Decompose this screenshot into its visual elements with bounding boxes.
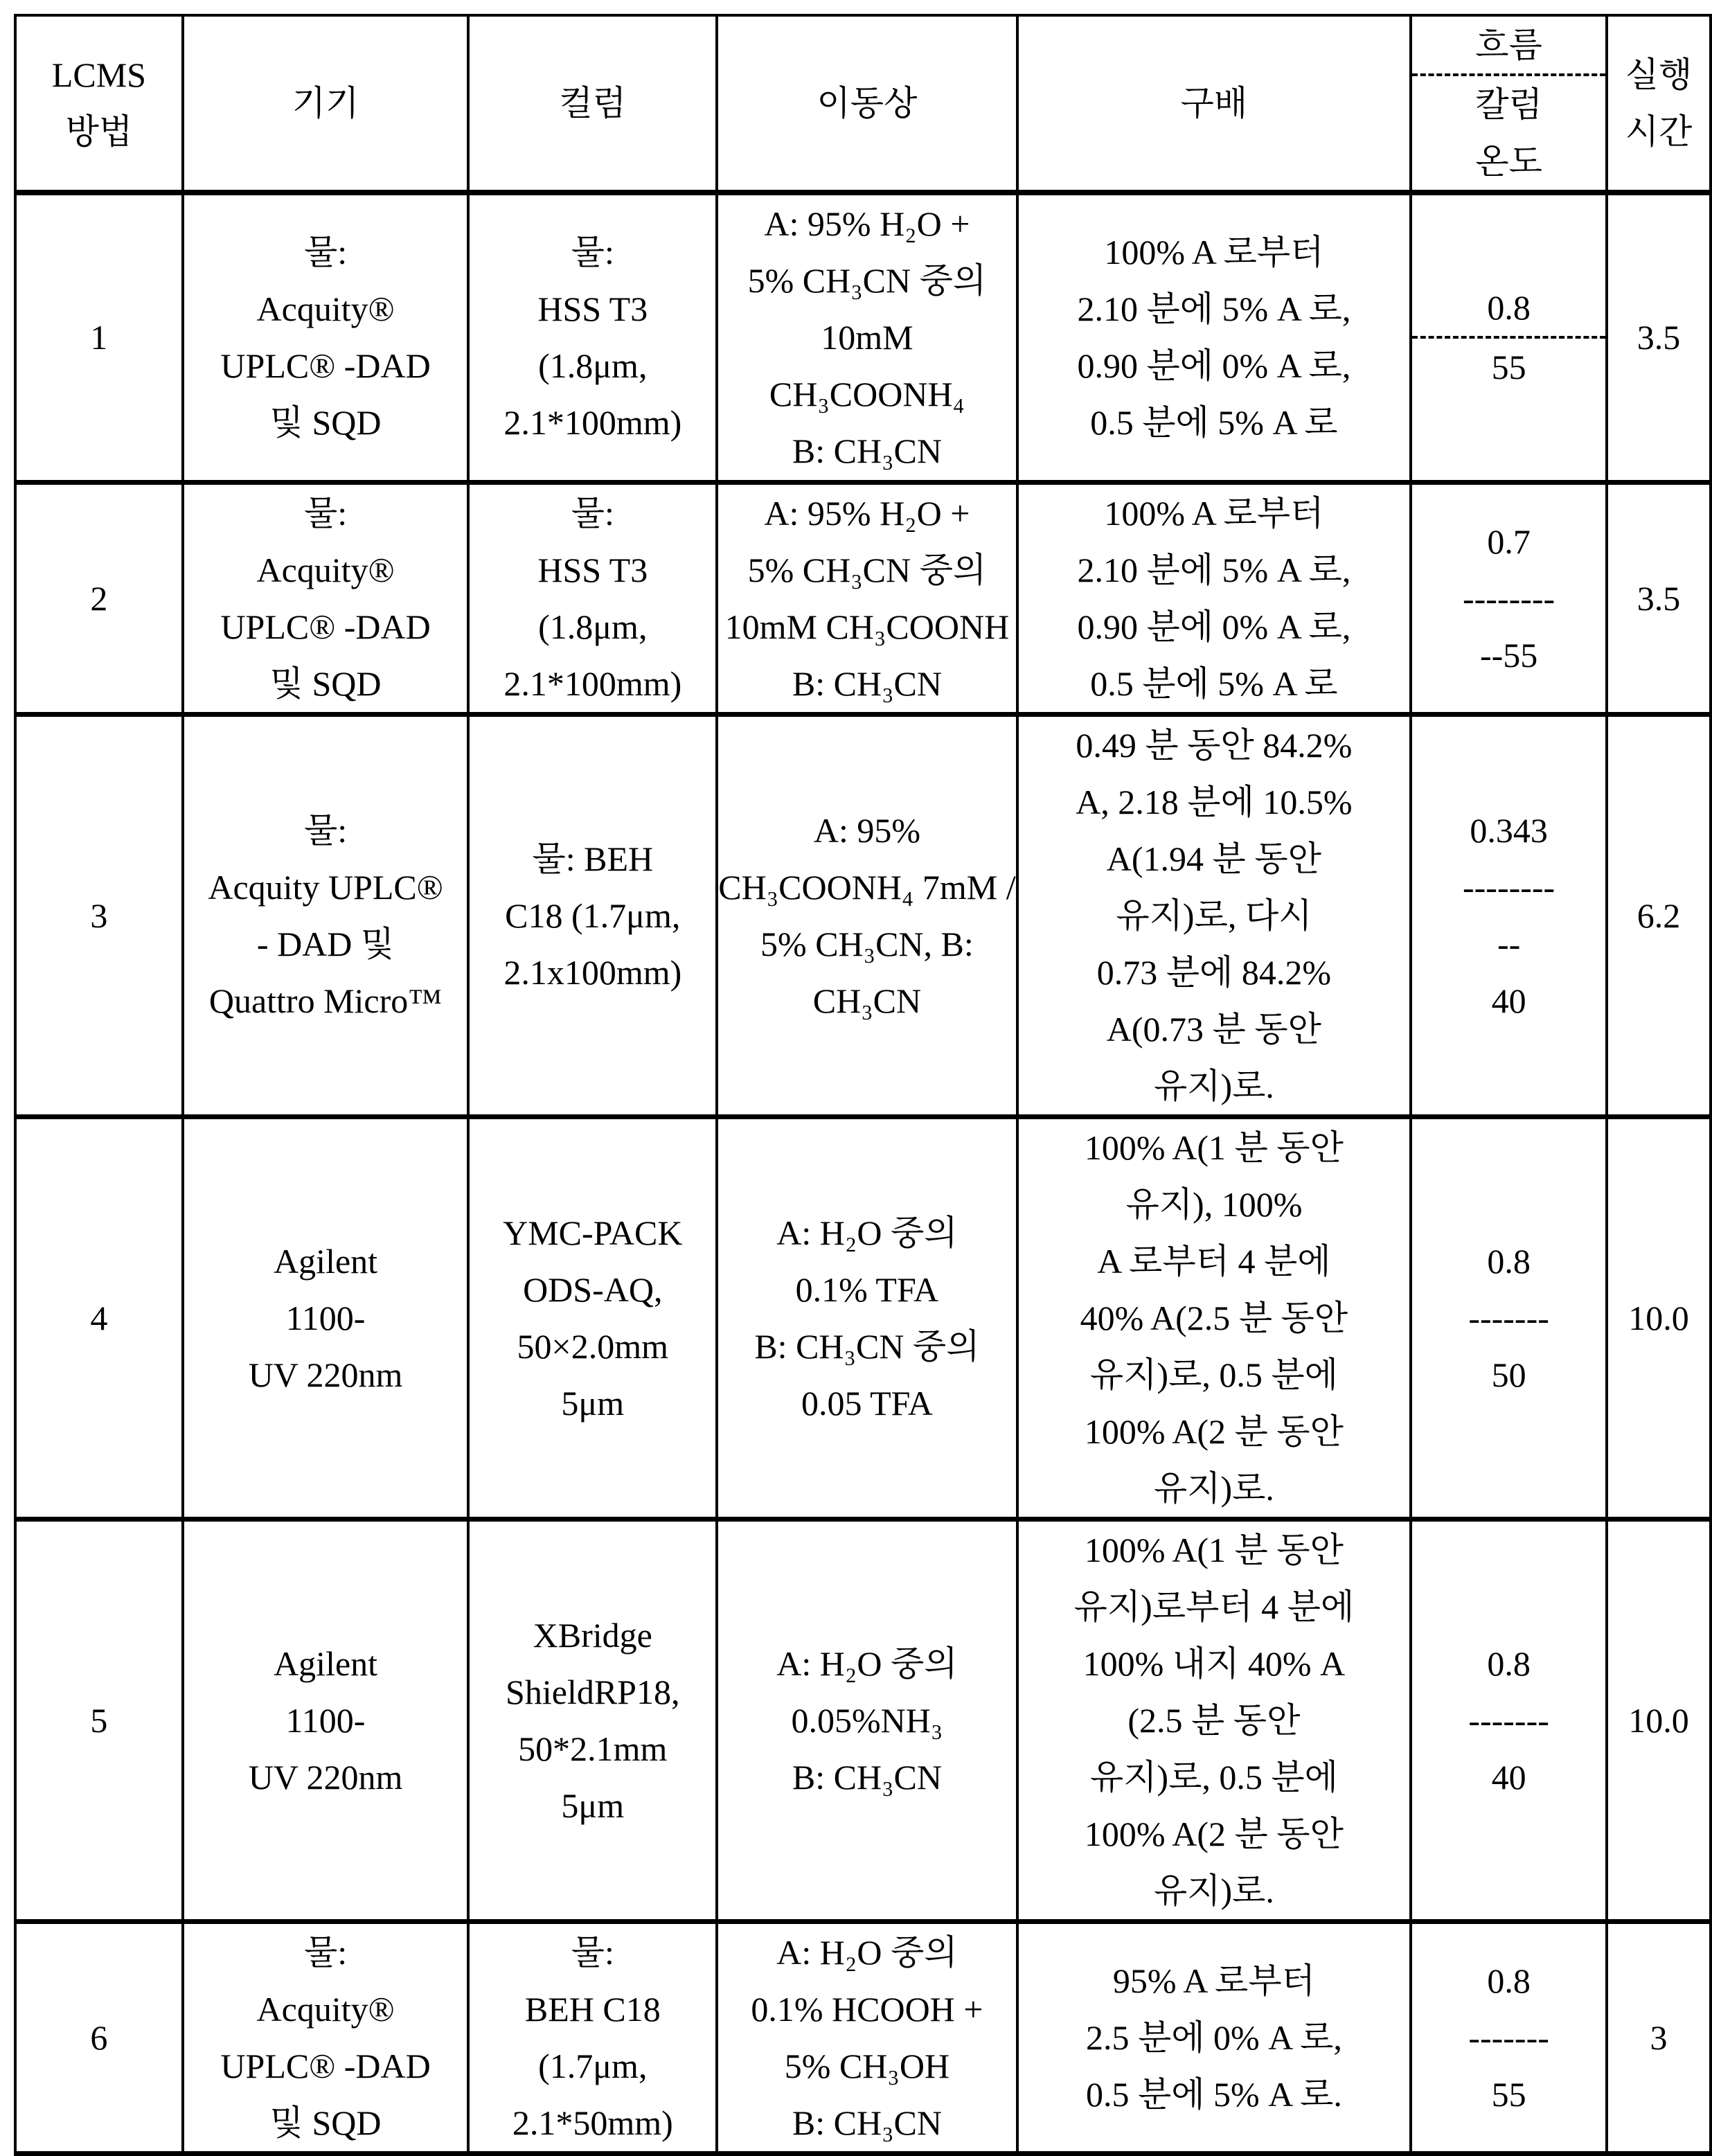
temp-value <box>1412 336 1605 395</box>
header-instrument-line: 기기 <box>184 75 467 132</box>
flow-temp-cell <box>1411 714 1607 1116</box>
mobile-phase-cell <box>717 1116 1017 1519</box>
gradient-cell-line: 유지)로, 0.5 분에 <box>1019 1749 1410 1806</box>
flow-temp-line: 55 <box>1412 2066 1605 2123</box>
header-method-line: LCMS <box>17 46 181 103</box>
flow-temp-cell <box>1411 1116 1607 1519</box>
instrument-cell-line: UPLC® -DAD <box>184 2038 467 2094</box>
instrument-cell-line: Agilent <box>184 1635 467 1692</box>
gradient-cell-line: 100% A(1 분 동안 <box>1019 1119 1410 1176</box>
method-cell <box>15 1116 183 1519</box>
gradient-cell-line: 유지)로. <box>1019 1862 1410 1919</box>
instrument-cell-line: Acquity® <box>184 542 467 598</box>
run-time-line: 3.5 <box>1608 309 1709 366</box>
gradient-cell-line: 0.5 분에 5% A 로 <box>1019 655 1410 712</box>
instrument-cell-line: 및 SQD <box>184 2094 467 2151</box>
mobile-phase-cell-line: A: 95% H₂O + <box>718 485 1015 542</box>
column-cell-line: YMC-PACK <box>470 1204 715 1261</box>
gradient-cell-line: 유지)로, 0.5 분에 <box>1019 1346 1410 1403</box>
header-column-temp <box>1412 73 1605 190</box>
flow-temp-split <box>1412 279 1605 395</box>
gradient-cell-line: A 로부터 4 분에 <box>1019 1233 1410 1290</box>
run-time-cell <box>1607 1921 1711 2153</box>
header-method-line: 방법 <box>17 103 181 160</box>
gradient-cell-line: 유지), 100% <box>1019 1176 1410 1233</box>
mobile-phase-cell-line: A: 95% <box>718 802 1015 859</box>
column-cell-line: 5μm <box>470 1777 715 1834</box>
flow-temp-split <box>1412 17 1605 190</box>
flow-temp-line: 40 <box>1412 1749 1605 1806</box>
gradient-cell-line: 유지)로. <box>1019 1460 1410 1517</box>
instrument-cell-line: 물: <box>184 485 467 542</box>
column-cell <box>468 193 717 482</box>
instrument-cell-line: UV 220nm <box>184 1749 467 1806</box>
flow-value-line: 0.8 <box>1412 279 1605 336</box>
header-mobile-phase <box>717 15 1017 193</box>
column-cell-line: 물: <box>470 485 715 542</box>
gradient-cell-line: 유지)로, 다시 <box>1019 887 1410 944</box>
mobile-phase-cell-line: 0.1% HCOOH + <box>718 1981 1015 2038</box>
header-gradient <box>1017 15 1411 193</box>
instrument-cell-line: 물: <box>184 802 467 859</box>
gradient-cell-line: A(0.73 분 동안 <box>1019 1001 1410 1058</box>
instrument-cell-line: UPLC® -DAD <box>184 598 467 655</box>
table-row <box>15 714 1711 1116</box>
column-cell-line: (1.7μm, <box>470 2038 715 2094</box>
header-run-time <box>1607 15 1711 193</box>
column-cell <box>468 1921 717 2153</box>
run-time-cell <box>1607 1519 1711 1921</box>
header-run-time-line: 시간 <box>1608 103 1709 160</box>
column-cell-line: XBridge <box>470 1607 715 1664</box>
run-time-line: 10.0 <box>1608 1692 1709 1749</box>
column-cell-line: 물: <box>470 1924 715 1981</box>
method-cell <box>15 193 183 482</box>
column-cell <box>468 1116 717 1519</box>
mobile-phase-cell-line: B: CH₃CN <box>718 1749 1015 1806</box>
mobile-phase-cell-line: 0.05 TFA <box>718 1375 1015 1432</box>
instrument-cell <box>183 482 469 714</box>
instrument-cell <box>183 1116 469 1519</box>
gradient-cell-line: (2.5 분 동안 <box>1019 1692 1410 1749</box>
mobile-phase-cell-line: A: 95% H₂O + <box>718 195 1015 252</box>
flow-temp-line: -- <box>1412 916 1605 972</box>
gradient-cell <box>1017 1921 1411 2153</box>
header-method <box>15 15 183 193</box>
flow-temp-line: 40 <box>1412 972 1605 1029</box>
gradient-cell <box>1017 482 1411 714</box>
method-cell-line: 5 <box>17 1692 181 1749</box>
mobile-phase-cell-line: 5% CH₃CN 중의 <box>718 252 1015 309</box>
flow-temp-line: 50 <box>1412 1346 1605 1403</box>
method-cell-line: 1 <box>17 309 181 366</box>
header-run-time-line: 실행 <box>1608 46 1709 103</box>
column-cell-line: 물: BEH <box>470 830 715 887</box>
gradient-cell-line: 0.5 분에 5% A 로. <box>1019 2066 1410 2123</box>
flow-temp-line: 0.8 <box>1412 1952 1605 2009</box>
column-cell-line: C18 (1.7μm, <box>470 887 715 944</box>
column-cell-line: (1.8μm, <box>470 337 715 394</box>
instrument-cell-line: UV 220nm <box>184 1346 467 1403</box>
gradient-cell-line: 0.90 분에 0% A 로, <box>1019 337 1410 394</box>
header-column <box>468 15 717 193</box>
gradient-cell-line: 0.73 분에 84.2% <box>1019 944 1410 1001</box>
column-cell-line: (1.8μm, <box>470 598 715 655</box>
mobile-phase-cell-line: 5% CH₃CN 중의 <box>718 542 1015 598</box>
flow-temp-cell <box>1411 193 1607 482</box>
instrument-cell <box>183 714 469 1116</box>
flow-temp-cell <box>1411 1519 1607 1921</box>
gradient-cell-line: A, 2.18 분에 10.5% <box>1019 774 1410 830</box>
temp-value-line: 55 <box>1412 339 1605 395</box>
column-cell-line: 2.1x100mm) <box>470 944 715 1001</box>
run-time-line: 10.0 <box>1608 1290 1709 1346</box>
run-time-cell <box>1607 482 1711 714</box>
mobile-phase-cell <box>717 1519 1017 1921</box>
flow-temp-line: -------- <box>1412 570 1605 627</box>
run-time-line: 3.5 <box>1608 570 1709 627</box>
table-row <box>15 482 1711 714</box>
gradient-cell-line: 100% A(2 분 동안 <box>1019 1806 1410 1862</box>
flow-value <box>1412 279 1605 336</box>
flow-temp-line: 0.8 <box>1412 1635 1605 1692</box>
instrument-cell-line: 물: <box>184 1924 467 1981</box>
header-column-temp-line: 온도 <box>1412 133 1605 190</box>
gradient-cell-line: 0.49 분 동안 84.2% <box>1019 717 1410 774</box>
method-cell-line: 6 <box>17 2009 181 2066</box>
mobile-phase-cell <box>717 714 1017 1116</box>
mobile-phase-cell-line: 10mM <box>718 309 1015 366</box>
flow-temp-line: 0.7 <box>1412 513 1605 570</box>
gradient-cell-line: 0.5 분에 5% A 로 <box>1019 394 1410 451</box>
mobile-phase-cell-line: CH₃CN <box>718 972 1015 1029</box>
column-cell-line: 2.1*50mm) <box>470 2094 715 2151</box>
gradient-cell-line: 100% A(2 분 동안 <box>1019 1403 1410 1460</box>
header-column-line: 컬럼 <box>470 75 715 132</box>
instrument-cell-line: 물: <box>184 224 467 280</box>
header-row <box>15 15 1711 193</box>
table-row <box>15 1519 1711 1921</box>
lcms-methods-table <box>14 14 1712 2156</box>
instrument-cell-line: Acquity® <box>184 280 467 337</box>
column-cell-line: 50*2.1mm <box>470 1720 715 1777</box>
header-instrument <box>183 15 469 193</box>
column-cell-line: 물: <box>470 224 715 280</box>
gradient-cell-line: 2.5 분에 0% A 로, <box>1019 2009 1410 2066</box>
instrument-cell-line: 및 SQD <box>184 655 467 712</box>
table-row <box>15 193 1711 482</box>
column-cell <box>468 1519 717 1921</box>
run-time-line: 3 <box>1608 2009 1709 2066</box>
gradient-cell <box>1017 714 1411 1116</box>
gradient-cell-line: 40% A(2.5 분 동안 <box>1019 1290 1410 1346</box>
header-mobile-phase-line: 이동상 <box>718 75 1015 132</box>
mobile-phase-cell-line: 5% CH₃CN, B: <box>718 916 1015 972</box>
flow-temp-line: ------- <box>1412 1290 1605 1346</box>
mobile-phase-cell-line: B: CH₃CN <box>718 2094 1015 2151</box>
header-flow-line: 흐름 <box>1412 17 1605 73</box>
instrument-cell-line: Quattro Micro™ <box>184 972 467 1029</box>
method-cell <box>15 714 183 1116</box>
flow-temp-cell <box>1411 482 1607 714</box>
instrument-cell-line: 1100- <box>184 1692 467 1749</box>
method-cell <box>15 482 183 714</box>
gradient-cell <box>1017 1519 1411 1921</box>
mobile-phase-cell-line: 10mM CH₃COONH <box>718 598 1015 655</box>
run-time-cell <box>1607 714 1711 1116</box>
gradient-cell-line: 100% A 로부터 <box>1019 224 1410 280</box>
flow-temp-line: 0.8 <box>1412 1233 1605 1290</box>
method-cell-line: 3 <box>17 887 181 944</box>
run-time-cell <box>1607 193 1711 482</box>
gradient-cell <box>1017 193 1411 482</box>
mobile-phase-cell-line: 5% CH₃OH <box>718 2038 1015 2094</box>
gradient-cell-line: 2.10 분에 5% A 로, <box>1019 280 1410 337</box>
column-cell-line: HSS T3 <box>470 280 715 337</box>
instrument-cell <box>183 1519 469 1921</box>
mobile-phase-cell <box>717 1921 1017 2153</box>
method-cell-line: 2 <box>17 570 181 627</box>
method-cell-line: 4 <box>17 1290 181 1346</box>
column-cell-line: 50×2.0mm <box>470 1318 715 1375</box>
flow-temp-line: ------- <box>1412 1692 1605 1749</box>
gradient-cell-line: 100% 내지 40% A <box>1019 1635 1410 1692</box>
gradient-cell-line: A(1.94 분 동안 <box>1019 830 1410 887</box>
flow-temp-line: 0.343 <box>1412 802 1605 859</box>
mobile-phase-cell-line: CH₃COONH₄ 7mM / <box>718 859 1015 916</box>
table-row <box>15 1116 1711 1519</box>
column-cell <box>468 714 717 1116</box>
gradient-cell-line: 100% A 로부터 <box>1019 485 1410 542</box>
instrument-cell-line: - DAD 및 <box>184 916 467 972</box>
flow-temp-line: ------- <box>1412 2009 1605 2066</box>
column-cell-line: 5μm <box>470 1375 715 1432</box>
flow-temp-cell <box>1411 1921 1607 2153</box>
mobile-phase-cell-line: B: CH₃CN <box>718 422 1015 479</box>
mobile-phase-cell-line: B: CH₃CN <box>718 655 1015 712</box>
instrument-cell <box>183 193 469 482</box>
run-time-line: 6.2 <box>1608 887 1709 944</box>
header-flow-temp <box>1411 15 1607 193</box>
mobile-phase-cell-line: A: H₂O 중의 <box>718 1204 1015 1261</box>
column-cell-line: 2.1*100mm) <box>470 394 715 451</box>
gradient-cell-line: 100% A(1 분 동안 <box>1019 1522 1410 1578</box>
mobile-phase-cell-line: 0.1% TFA <box>718 1261 1015 1318</box>
mobile-phase-cell <box>717 193 1017 482</box>
instrument-cell-line: 및 SQD <box>184 394 467 451</box>
gradient-cell-line: 유지)로. <box>1019 1058 1410 1114</box>
mobile-phase-cell-line: B: CH₃CN 중의 <box>718 1318 1015 1375</box>
column-cell-line: ShieldRP18, <box>470 1664 715 1720</box>
gradient-cell-line: 0.90 분에 0% A 로, <box>1019 598 1410 655</box>
column-cell-line: BEH C18 <box>470 1981 715 2038</box>
method-cell <box>15 1519 183 1921</box>
instrument-cell-line: 1100- <box>184 1290 467 1346</box>
mobile-phase-cell-line: CH₃COONH₄ <box>718 366 1015 422</box>
gradient-cell-line: 2.10 분에 5% A 로, <box>1019 542 1410 598</box>
column-cell-line: 2.1*100mm) <box>470 655 715 712</box>
gradient-cell <box>1017 1116 1411 1519</box>
flow-temp-line: --55 <box>1412 627 1605 684</box>
instrument-cell-line: Agilent <box>184 1233 467 1290</box>
column-cell-line: ODS-AQ, <box>470 1261 715 1318</box>
mobile-phase-cell <box>717 482 1017 714</box>
mobile-phase-cell-line: 0.05%NH₃ <box>718 1692 1015 1749</box>
instrument-cell-line: Acquity® <box>184 1981 467 2038</box>
instrument-cell-line: Acquity UPLC® <box>184 859 467 916</box>
instrument-cell <box>183 1921 469 2153</box>
table-row <box>15 1921 1711 2153</box>
header-flow <box>1412 17 1605 73</box>
gradient-cell-line: 95% A 로부터 <box>1019 1952 1410 2009</box>
header-column-temp-line: 칼럼 <box>1412 76 1605 133</box>
mobile-phase-cell-line: A: H₂O 중의 <box>718 1635 1015 1692</box>
header-gradient-line: 구배 <box>1019 75 1410 132</box>
flow-temp-line: -------- <box>1412 859 1605 916</box>
gradient-cell-line: 유지)로부터 4 분에 <box>1019 1578 1410 1635</box>
column-cell-line: HSS T3 <box>470 542 715 598</box>
mobile-phase-cell-line: A: H₂O 중의 <box>718 1924 1015 1981</box>
method-cell <box>15 1921 183 2153</box>
column-cell <box>468 482 717 714</box>
instrument-cell-line: UPLC® -DAD <box>184 337 467 394</box>
run-time-cell <box>1607 1116 1711 1519</box>
